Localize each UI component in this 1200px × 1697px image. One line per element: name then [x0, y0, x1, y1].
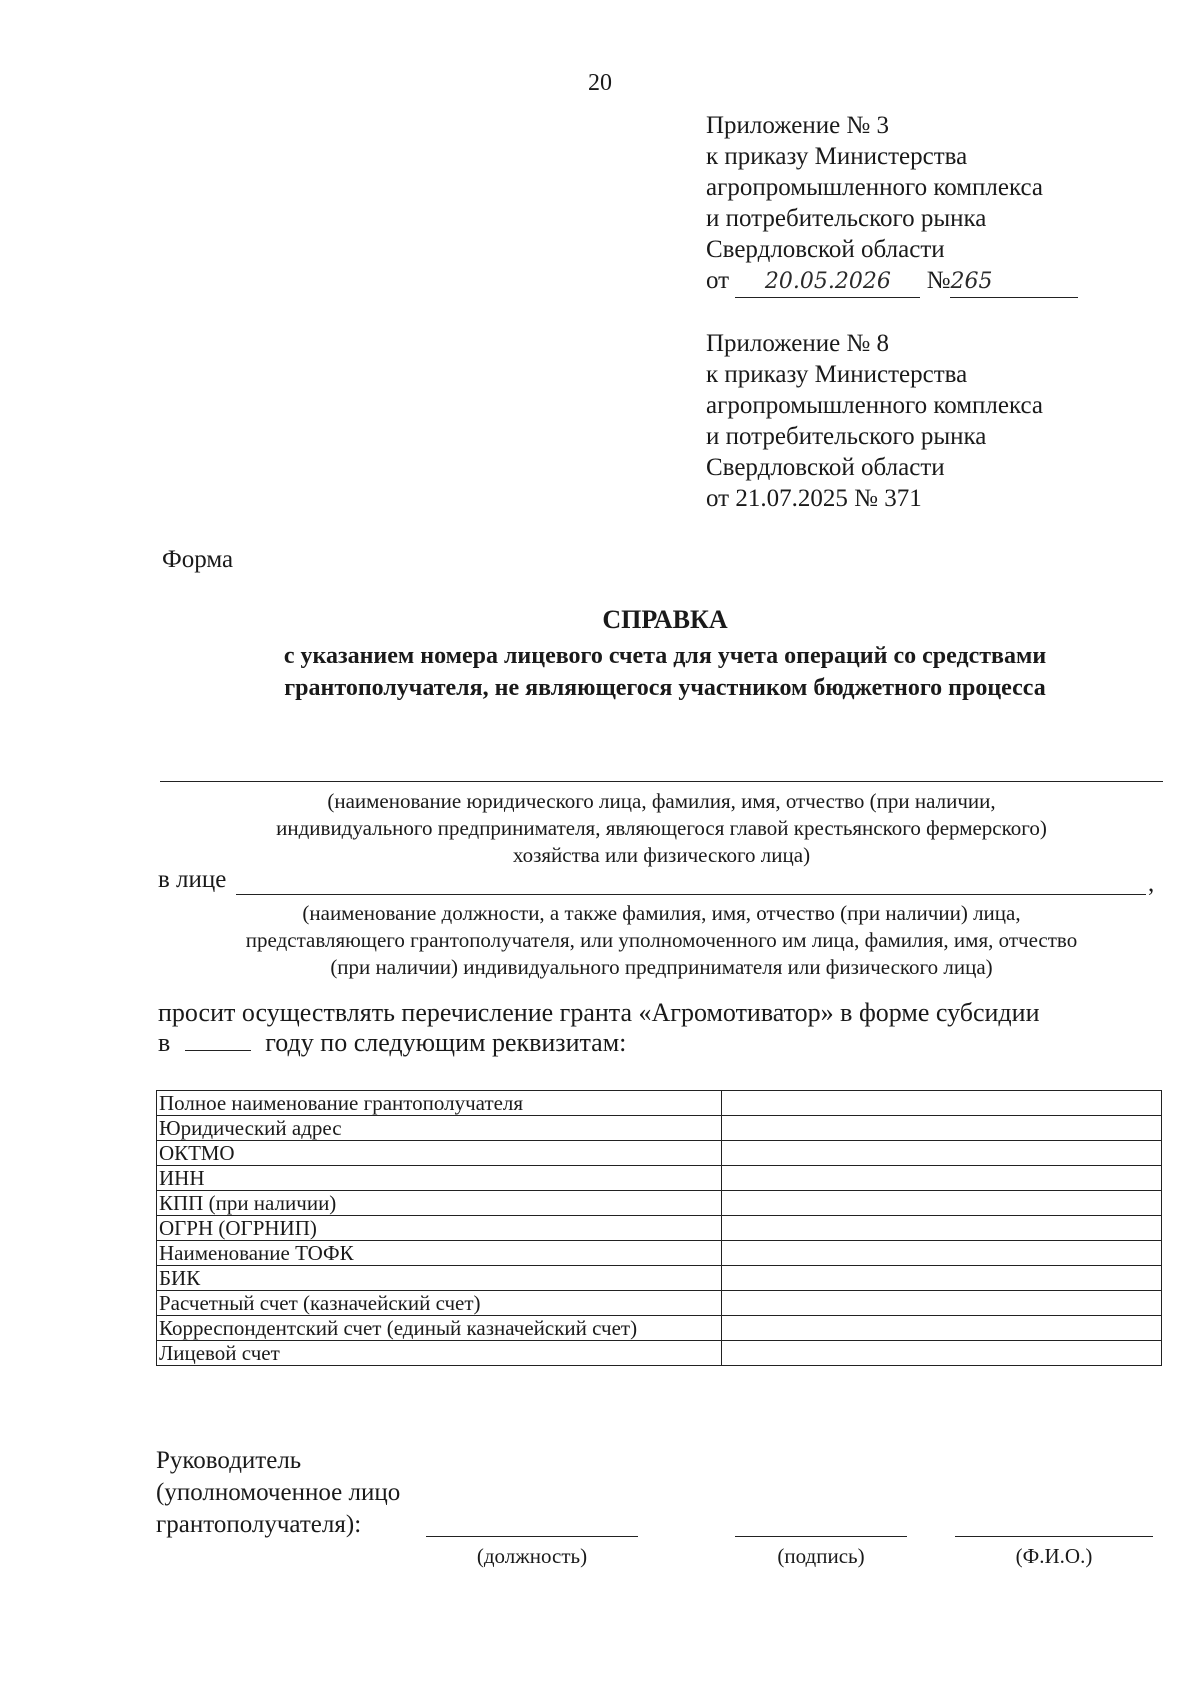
table-row — [157, 1166, 1162, 1191]
appendix-line: к приказу Министерства — [706, 361, 968, 388]
table-row — [157, 1216, 1162, 1241]
signer-line: грантополучателя): — [156, 1511, 362, 1538]
appendix-line: от 21.07.2025 № 371 — [706, 485, 922, 512]
row-label: Юридический адрес — [157, 1116, 722, 1141]
table-row — [157, 1341, 1162, 1366]
appendix-line: Свердловской области — [706, 236, 945, 263]
form-label: Форма — [162, 546, 234, 573]
grantee-caption — [160, 788, 1163, 869]
row-label: Наименование ТОФК — [157, 1241, 722, 1266]
caption-line: представляющего грантополучателя, или уполномоченного им лица, фамилия, имя, отчество — [245, 928, 1078, 952]
table-row — [157, 1241, 1162, 1266]
row-value[interactable] — [722, 1191, 1162, 1216]
signature-line[interactable] — [735, 1536, 907, 1537]
appendix-line: и потребительского рынка — [706, 205, 987, 232]
subtitle-line: грантополучателя, не являющегося участником бюджетного процесса — [284, 675, 1046, 701]
request-line: просит осуществлять перечисление гранта «Агромотиватор» в форме субсидии — [158, 998, 1040, 1027]
appendix-line: Свердловской области — [706, 454, 945, 481]
number-field — [950, 265, 1078, 298]
table-row — [157, 1316, 1162, 1341]
signature-caption: (подпись) — [777, 1544, 865, 1568]
appendix-line: агропромышленного комплекса — [706, 174, 1044, 201]
year-field[interactable] — [185, 1050, 251, 1051]
table-row — [157, 1091, 1162, 1116]
row-value[interactable] — [722, 1141, 1162, 1166]
in-person-comma: , — [1148, 870, 1155, 897]
row-value[interactable] — [722, 1241, 1162, 1266]
row-label: ОКТМО — [157, 1141, 722, 1166]
table-row — [157, 1141, 1162, 1166]
table-row — [157, 1266, 1162, 1291]
row-value[interactable] — [722, 1216, 1162, 1241]
caption-line: (наименование юридического лица, фамилия, имя, отчество (при наличии, — [327, 789, 996, 813]
position-caption: (должность) — [476, 1544, 588, 1568]
row-label: ОГРН (ОГРНИП) — [157, 1216, 722, 1241]
row-value[interactable] — [722, 1291, 1162, 1316]
date-prefix: от — [706, 267, 730, 294]
subtitle-line: с указанием номера лицевого счета для учета операций со средствами — [283, 643, 1047, 669]
number-prefix: № — [926, 267, 951, 294]
date-field — [735, 265, 920, 298]
appendix-line: Приложение № 3 — [706, 112, 890, 139]
row-label: Полное наименование грантополучателя — [157, 1091, 722, 1116]
position-signature-line[interactable] — [426, 1536, 638, 1537]
signer-line: Руководитель — [156, 1447, 302, 1474]
in-person-label: в лице — [158, 866, 227, 893]
appendix-date-line — [706, 265, 1078, 298]
row-value[interactable] — [722, 1166, 1162, 1191]
row-label: ИНН — [157, 1166, 722, 1191]
document-title: СПРАВКА — [602, 605, 728, 634]
table-row — [157, 1191, 1162, 1216]
representative-caption — [160, 900, 1163, 981]
signer-block — [156, 1445, 400, 1541]
appendix-3-header — [706, 110, 1078, 298]
row-value[interactable] — [722, 1341, 1162, 1366]
row-label: Корреспондентский счет (единый казначейский счет) — [157, 1316, 722, 1341]
appendix-line: Приложение № 8 — [706, 330, 890, 357]
row-value[interactable] — [722, 1116, 1162, 1141]
representative-line[interactable] — [236, 894, 1146, 895]
row-value[interactable] — [722, 1316, 1162, 1341]
request-suffix: году по следующим реквизитам: — [265, 1028, 627, 1057]
handwritten-date: 20.05.2026 — [764, 269, 891, 294]
document-subtitle — [200, 640, 1130, 704]
caption-line: (наименование должности, а также фамилия, имя, отчество (при наличии) лица, — [302, 901, 1021, 925]
appendix-8-header — [706, 328, 1043, 514]
signer-line: (уполномоченное лицо — [156, 1479, 401, 1506]
row-label: БИК — [157, 1266, 722, 1291]
requisites-table — [156, 1090, 1162, 1366]
page-number: 20 — [588, 70, 612, 96]
row-label: КПП (при наличии) — [157, 1191, 722, 1216]
table-row — [157, 1291, 1162, 1316]
full-name-line[interactable] — [955, 1536, 1153, 1537]
caption-line: (при наличии) индивидуального предпринимателя или физического лица) — [330, 955, 993, 979]
appendix-line: и потребительского рынка — [706, 423, 987, 450]
row-value[interactable] — [722, 1091, 1162, 1116]
appendix-line: агропромышленного комплекса — [706, 392, 1044, 419]
row-value[interactable] — [722, 1266, 1162, 1291]
table-row — [157, 1116, 1162, 1141]
request-text — [158, 998, 1163, 1058]
request-line-2 — [158, 1028, 1163, 1058]
caption-line: хозяйства или физического лица) — [512, 843, 811, 867]
handwritten-number: 265 — [950, 269, 993, 294]
appendix-line: к приказу Министерства — [706, 143, 968, 170]
row-label: Расчетный счет (казначейский счет) — [157, 1291, 722, 1316]
grantee-name-line[interactable] — [160, 781, 1163, 782]
row-label: Лицевой счет — [157, 1341, 722, 1366]
full-name-caption: (Ф.И.О.) — [1015, 1544, 1093, 1568]
request-prefix: в — [158, 1028, 171, 1057]
caption-line: индивидуального предпринимателя, являющегося главой крестьянского фермерского) — [276, 816, 1047, 840]
